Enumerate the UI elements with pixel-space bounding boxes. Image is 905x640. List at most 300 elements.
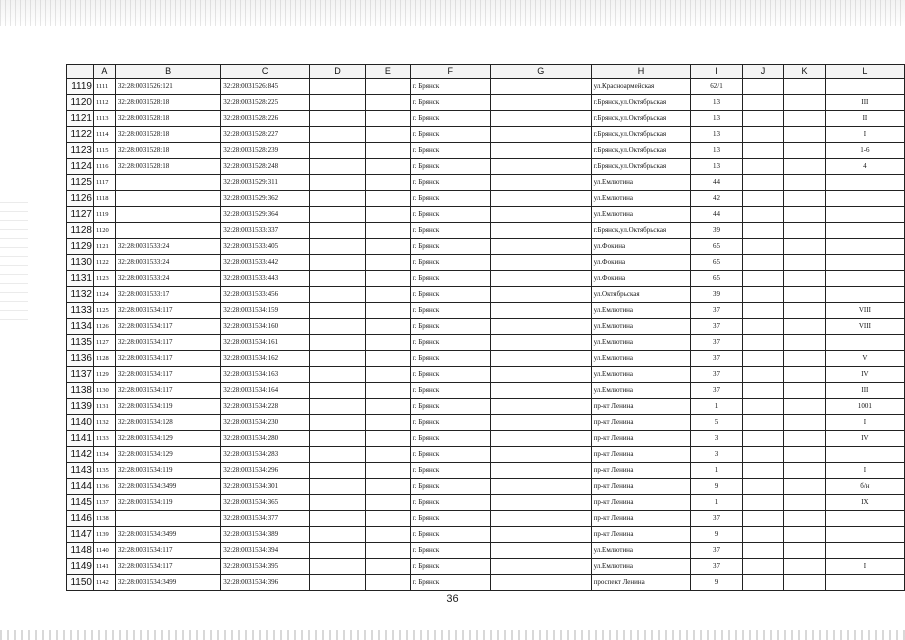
cell-k (784, 495, 826, 511)
cell-b (115, 191, 220, 207)
cell-e (366, 431, 411, 447)
cell-f: г. Брянск (410, 287, 490, 303)
cell-h: проспект Ленина (591, 575, 691, 591)
cell-k (784, 351, 826, 367)
cell-i: 1 (691, 463, 742, 479)
cell-e (366, 527, 411, 543)
cell-h: пр-кт Ленина (591, 399, 691, 415)
cell-a: 1132 (93, 415, 115, 431)
scan-noise-bottom (0, 630, 905, 640)
cell-j (742, 223, 784, 239)
cell-g (490, 175, 591, 191)
cell-j (742, 351, 784, 367)
cell-j (742, 255, 784, 271)
cell-b: 32:28:0031534:117 (115, 303, 220, 319)
table-row (67, 127, 905, 143)
cell-l: VIII (825, 319, 904, 335)
cell-l (825, 511, 904, 527)
cell-h: г.Брянск,ул.Октябрьская (591, 95, 691, 111)
cell-h: ул.Емлютина (591, 335, 691, 351)
cell-d (309, 271, 365, 287)
cell-c: 32:28:0031533:443 (221, 271, 310, 287)
cell-l: I (825, 127, 904, 143)
cell-k (784, 95, 826, 111)
cell-c: 32:28:0031534:394 (221, 543, 310, 559)
cell-h: пр-кт Ленина (591, 495, 691, 511)
cell-j (742, 399, 784, 415)
table-row (67, 447, 905, 463)
cell-j (742, 559, 784, 575)
cell-c: 32:28:0031534:301 (221, 479, 310, 495)
cell-c: 32:28:0031534:164 (221, 383, 310, 399)
cell-f: г. Брянск (410, 399, 490, 415)
table-row (67, 319, 905, 335)
cell-a: 1122 (93, 255, 115, 271)
cell-e (366, 79, 411, 95)
table-row (67, 335, 905, 351)
cell-l: II (825, 111, 904, 127)
cell-i: 13 (691, 95, 742, 111)
cell-a: 1128 (93, 351, 115, 367)
cell-d (309, 415, 365, 431)
cell-b (115, 207, 220, 223)
cell-j (742, 143, 784, 159)
cell-l (825, 447, 904, 463)
cell-a: 1114 (93, 127, 115, 143)
cell-f: г. Брянск (410, 143, 490, 159)
row-number: 1133 (67, 303, 94, 319)
cell-d (309, 191, 365, 207)
cell-e (366, 207, 411, 223)
cell-h: ул.Фокина (591, 255, 691, 271)
cell-k (784, 159, 826, 175)
table-row (67, 431, 905, 447)
cell-d (309, 303, 365, 319)
cell-f: г. Брянск (410, 479, 490, 495)
column-header-e: E (366, 65, 411, 79)
cell-i: 13 (691, 127, 742, 143)
cell-j (742, 447, 784, 463)
cell-g (490, 271, 591, 287)
cell-b: 32:28:0031534:117 (115, 319, 220, 335)
cell-i: 37 (691, 367, 742, 383)
cell-l: III (825, 95, 904, 111)
cell-a: 1112 (93, 95, 115, 111)
cell-i: 1 (691, 399, 742, 415)
cell-e (366, 479, 411, 495)
cell-k (784, 143, 826, 159)
cell-b: 32:28:0031534:117 (115, 559, 220, 575)
table-row (67, 575, 905, 591)
cell-d (309, 95, 365, 111)
cell-d (309, 175, 365, 191)
column-header-l: L (825, 65, 904, 79)
table-row (67, 255, 905, 271)
table-row (67, 95, 905, 111)
cell-l (825, 335, 904, 351)
cell-a: 1141 (93, 559, 115, 575)
cell-c: 32:28:0031528:226 (221, 111, 310, 127)
cell-b: 32:28:0031528:18 (115, 111, 220, 127)
cell-k (784, 479, 826, 495)
cell-a: 1123 (93, 271, 115, 287)
cell-c: 32:28:0031534:228 (221, 399, 310, 415)
cell-a: 1134 (93, 447, 115, 463)
table-row (67, 287, 905, 303)
row-number: 1126 (67, 191, 94, 207)
cell-c: 32:28:0031529:311 (221, 175, 310, 191)
cell-e (366, 111, 411, 127)
cell-f: г. Брянск (410, 255, 490, 271)
row-number: 1129 (67, 239, 94, 255)
cell-b: 32:28:0031528:18 (115, 143, 220, 159)
cell-e (366, 223, 411, 239)
cell-e (366, 255, 411, 271)
cell-b: 32:28:0031528:18 (115, 159, 220, 175)
cell-a: 1126 (93, 319, 115, 335)
cell-a: 1120 (93, 223, 115, 239)
row-number: 1122 (67, 127, 94, 143)
column-header-g: G (490, 65, 591, 79)
cell-f: г. Брянск (410, 303, 490, 319)
cell-a: 1125 (93, 303, 115, 319)
cell-d (309, 463, 365, 479)
cell-b: 32:28:0031534:3499 (115, 575, 220, 591)
cell-k (784, 175, 826, 191)
cell-l (825, 287, 904, 303)
cell-b: 32:28:0031533:17 (115, 287, 220, 303)
cell-f: г. Брянск (410, 191, 490, 207)
cell-j (742, 111, 784, 127)
cell-c: 32:28:0031534:395 (221, 559, 310, 575)
row-number: 1148 (67, 543, 94, 559)
cell-c: 32:28:0031528:227 (221, 127, 310, 143)
cell-l: 4 (825, 159, 904, 175)
cell-f: г. Брянск (410, 527, 490, 543)
cell-e (366, 175, 411, 191)
cell-l: IX (825, 495, 904, 511)
row-number: 1121 (67, 111, 94, 127)
cell-g (490, 431, 591, 447)
cell-i: 37 (691, 511, 742, 527)
cell-i: 9 (691, 479, 742, 495)
cell-k (784, 191, 826, 207)
cell-k (784, 335, 826, 351)
cell-e (366, 351, 411, 367)
cell-b: 32:28:0031534:3499 (115, 479, 220, 495)
table-row (67, 143, 905, 159)
cell-j (742, 287, 784, 303)
cell-i: 13 (691, 111, 742, 127)
cell-b: 32:28:0031534:119 (115, 399, 220, 415)
cell-e (366, 463, 411, 479)
row-number: 1119 (67, 79, 94, 95)
cell-h: г.Брянск,ул.Октябрьская (591, 143, 691, 159)
cell-c: 32:28:0031526:845 (221, 79, 310, 95)
cell-j (742, 431, 784, 447)
cell-l: I (825, 559, 904, 575)
cell-d (309, 447, 365, 463)
cell-d (309, 527, 365, 543)
cell-b: 32:28:0031526:121 (115, 79, 220, 95)
cell-f: г. Брянск (410, 111, 490, 127)
cell-k (784, 399, 826, 415)
table-row (67, 191, 905, 207)
column-header-j: J (742, 65, 784, 79)
cell-i: 37 (691, 543, 742, 559)
cell-g (490, 79, 591, 95)
cell-d (309, 495, 365, 511)
cell-b: 32:28:0031534:117 (115, 335, 220, 351)
cell-k (784, 511, 826, 527)
cell-a: 1115 (93, 143, 115, 159)
cell-j (742, 463, 784, 479)
cell-d (309, 287, 365, 303)
table-row (67, 495, 905, 511)
cell-e (366, 319, 411, 335)
cell-h: ул.Октябрьская (591, 287, 691, 303)
cell-b: 32:28:0031528:18 (115, 95, 220, 111)
cell-e (366, 303, 411, 319)
cell-j (742, 335, 784, 351)
cell-i: 37 (691, 335, 742, 351)
table-row (67, 559, 905, 575)
cell-l: III (825, 383, 904, 399)
cell-c: 32:28:0031534:159 (221, 303, 310, 319)
row-number: 1123 (67, 143, 94, 159)
row-number: 1135 (67, 335, 94, 351)
row-number: 1149 (67, 559, 94, 575)
cell-b: 32:28:0031533:24 (115, 271, 220, 287)
cell-h: ул.Красноармейская (591, 79, 691, 95)
row-number: 1132 (67, 287, 94, 303)
table-row (67, 175, 905, 191)
cell-d (309, 431, 365, 447)
cell-k (784, 319, 826, 335)
cell-g (490, 447, 591, 463)
table-body (67, 79, 905, 591)
cell-i: 3 (691, 447, 742, 463)
cell-k (784, 431, 826, 447)
cell-b: 32:28:0031534:119 (115, 463, 220, 479)
row-number: 1124 (67, 159, 94, 175)
cell-l: б/н (825, 479, 904, 495)
cell-l: IV (825, 431, 904, 447)
cell-d (309, 111, 365, 127)
cell-a: 1139 (93, 527, 115, 543)
cell-g (490, 191, 591, 207)
cell-b: 32:28:0031528:18 (115, 127, 220, 143)
cell-k (784, 255, 826, 271)
cell-b: 32:28:0031534:117 (115, 367, 220, 383)
cell-f: г. Брянск (410, 351, 490, 367)
cell-c: 32:28:0031528:248 (221, 159, 310, 175)
row-number: 1130 (67, 255, 94, 271)
cell-g (490, 399, 591, 415)
cell-d (309, 383, 365, 399)
cell-c: 32:28:0031534:230 (221, 415, 310, 431)
cell-e (366, 399, 411, 415)
cell-f: г. Брянск (410, 335, 490, 351)
cell-f: г. Брянск (410, 511, 490, 527)
cell-a: 1119 (93, 207, 115, 223)
column-header-h: H (591, 65, 691, 79)
cell-f: г. Брянск (410, 79, 490, 95)
column-header-a: A (93, 65, 115, 79)
cell-c: 32:28:0031534:377 (221, 511, 310, 527)
cell-h: пр-кт Ленина (591, 447, 691, 463)
cell-j (742, 207, 784, 223)
cell-a: 1111 (93, 79, 115, 95)
table-row (67, 223, 905, 239)
cell-j (742, 543, 784, 559)
cell-d (309, 335, 365, 351)
row-number: 1134 (67, 319, 94, 335)
cell-e (366, 335, 411, 351)
cell-h: г.Брянск,ул.Октябрьская (591, 159, 691, 175)
row-number: 1143 (67, 463, 94, 479)
row-number: 1141 (67, 431, 94, 447)
cell-k (784, 383, 826, 399)
cell-g (490, 351, 591, 367)
cell-a: 1137 (93, 495, 115, 511)
cell-h: пр-кт Ленина (591, 527, 691, 543)
cell-i: 3 (691, 431, 742, 447)
cell-d (309, 79, 365, 95)
cell-g (490, 575, 591, 591)
cell-j (742, 495, 784, 511)
cell-i: 13 (691, 143, 742, 159)
cell-i: 39 (691, 287, 742, 303)
cell-f: г. Брянск (410, 175, 490, 191)
cell-g (490, 495, 591, 511)
cell-f: г. Брянск (410, 383, 490, 399)
cell-d (309, 319, 365, 335)
cell-g (490, 239, 591, 255)
cell-l (825, 543, 904, 559)
cell-k (784, 79, 826, 95)
table-row (67, 399, 905, 415)
cell-h: г.Брянск,ул.Октябрьская (591, 111, 691, 127)
cell-e (366, 191, 411, 207)
cell-g (490, 527, 591, 543)
header-corner (67, 65, 94, 79)
cell-i: 5 (691, 415, 742, 431)
cell-l: 1-6 (825, 143, 904, 159)
cell-e (366, 383, 411, 399)
cell-k (784, 303, 826, 319)
row-number: 1128 (67, 223, 94, 239)
cell-i: 37 (691, 559, 742, 575)
cell-e (366, 239, 411, 255)
cell-d (309, 127, 365, 143)
cell-c: 32:28:0031534:280 (221, 431, 310, 447)
cell-b: 32:28:0031533:24 (115, 239, 220, 255)
cell-g (490, 159, 591, 175)
cell-i: 65 (691, 239, 742, 255)
cell-d (309, 239, 365, 255)
cell-i: 65 (691, 271, 742, 287)
cell-d (309, 255, 365, 271)
table-row (67, 159, 905, 175)
cell-e (366, 511, 411, 527)
cell-d (309, 351, 365, 367)
cell-i: 62/1 (691, 79, 742, 95)
cell-g (490, 511, 591, 527)
cell-k (784, 127, 826, 143)
cell-g (490, 559, 591, 575)
row-number: 1144 (67, 479, 94, 495)
cell-l: VIII (825, 303, 904, 319)
cell-h: г.Брянск,ул.Октябрьская (591, 127, 691, 143)
column-header-i: I (691, 65, 742, 79)
cell-j (742, 415, 784, 431)
cell-i: 44 (691, 175, 742, 191)
cell-l: I (825, 415, 904, 431)
cell-k (784, 287, 826, 303)
cell-l: 1001 (825, 399, 904, 415)
cell-c: 32:28:0031529:364 (221, 207, 310, 223)
cell-e (366, 143, 411, 159)
cell-h: ул.Емлютина (591, 543, 691, 559)
cell-a: 1116 (93, 159, 115, 175)
cell-l (825, 239, 904, 255)
cell-l: IV (825, 367, 904, 383)
cell-b (115, 175, 220, 191)
cell-k (784, 559, 826, 575)
cell-f: г. Брянск (410, 127, 490, 143)
cell-d (309, 543, 365, 559)
cell-j (742, 527, 784, 543)
cell-l: V (825, 351, 904, 367)
cell-c: 32:28:0031529:362 (221, 191, 310, 207)
cell-a: 1133 (93, 431, 115, 447)
cell-g (490, 335, 591, 351)
cell-f: г. Брянск (410, 415, 490, 431)
cell-j (742, 239, 784, 255)
cell-b: 32:28:0031534:128 (115, 415, 220, 431)
cell-g (490, 479, 591, 495)
column-header-d: D (309, 65, 365, 79)
row-number: 1120 (67, 95, 94, 111)
row-number: 1147 (67, 527, 94, 543)
cell-d (309, 559, 365, 575)
cell-g (490, 543, 591, 559)
cell-a: 1129 (93, 367, 115, 383)
cell-e (366, 447, 411, 463)
cell-j (742, 383, 784, 399)
cell-d (309, 207, 365, 223)
cell-g (490, 95, 591, 111)
column-header-k: K (784, 65, 826, 79)
cell-h: ул.Емлютина (591, 175, 691, 191)
cell-g (490, 383, 591, 399)
row-number: 1131 (67, 271, 94, 287)
cell-a: 1138 (93, 511, 115, 527)
row-number: 1139 (67, 399, 94, 415)
cell-j (742, 271, 784, 287)
cell-c: 32:28:0031533:405 (221, 239, 310, 255)
cell-e (366, 559, 411, 575)
cell-a: 1117 (93, 175, 115, 191)
table-row (67, 271, 905, 287)
column-header-row (67, 65, 905, 79)
row-number: 1125 (67, 175, 94, 191)
column-header-b: B (115, 65, 220, 79)
cell-c: 32:28:0031534:283 (221, 447, 310, 463)
cell-d (309, 223, 365, 239)
cell-a: 1136 (93, 479, 115, 495)
